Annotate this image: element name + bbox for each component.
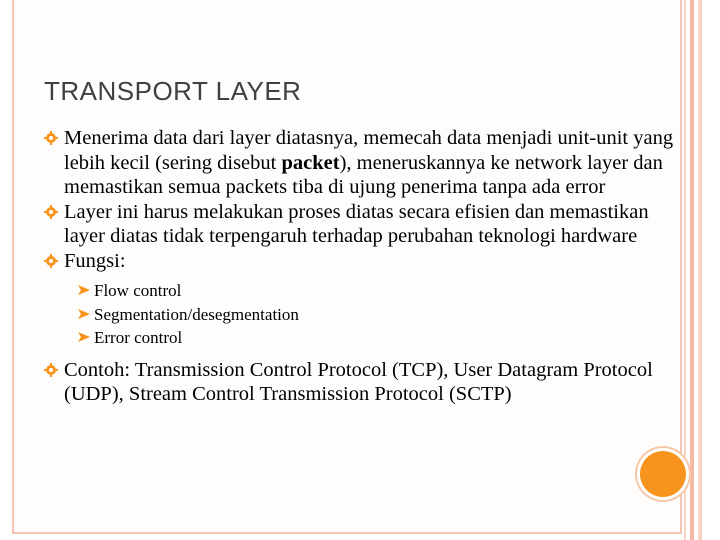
bullet-item — [44, 249, 674, 274]
sub-bullet-text: Error control — [94, 328, 183, 347]
right-decorative-line — [690, 0, 694, 540]
arrow-bullet-icon — [78, 332, 90, 342]
bullet-text: Contoh: Transmission Control Protocol (TCP), User Datagram Protocol (UDP), Stream Control Transmission Protocol (SCTP) — [64, 358, 653, 405]
gear-bullet-icon — [44, 205, 58, 219]
bullet-text: Layer ini harus melakukan proses diatas secara efisien dan memastikan layer diatas tidak terpengaruh terhadap perubahan teknologi hardware — [64, 200, 649, 247]
sub-bullet-item — [44, 326, 674, 350]
gear-bullet-icon — [44, 363, 58, 377]
sub-bullet-text: Segmentation/desegmentation — [94, 304, 299, 324]
bullet-text: Fungsi: — [64, 249, 126, 272]
bullet-item — [44, 358, 674, 407]
arrow-bullet-icon — [78, 309, 90, 319]
bullet-text-bold: packet — [281, 151, 340, 174]
slide-content — [44, 124, 674, 407]
sub-bullet-text: Flow control — [94, 281, 182, 300]
decorative-orange-circle — [640, 451, 686, 497]
slide-title: TRANSPORT LAYER — [44, 76, 302, 106]
gear-bullet-icon — [44, 131, 58, 145]
sub-bullet-item — [44, 279, 674, 303]
gear-bullet-icon — [44, 254, 58, 268]
bullet-item — [44, 200, 674, 249]
bullet-item — [44, 126, 674, 200]
bullet-text — [64, 126, 674, 200]
right-decorative-line-thin — [700, 0, 702, 540]
arrow-bullet-icon — [78, 285, 90, 295]
bullet-text-after: ), meneruskannya ke network layer dan memastikan semua packets tiba di ujung penerima tanpa ada error — [64, 151, 663, 198]
bullet-text-before: Menerima data dari layer diatasnya, memecah data menjadi unit-unit yang lebih kecil (sering disebut — [64, 127, 674, 174]
sub-bullet-item — [44, 303, 674, 327]
